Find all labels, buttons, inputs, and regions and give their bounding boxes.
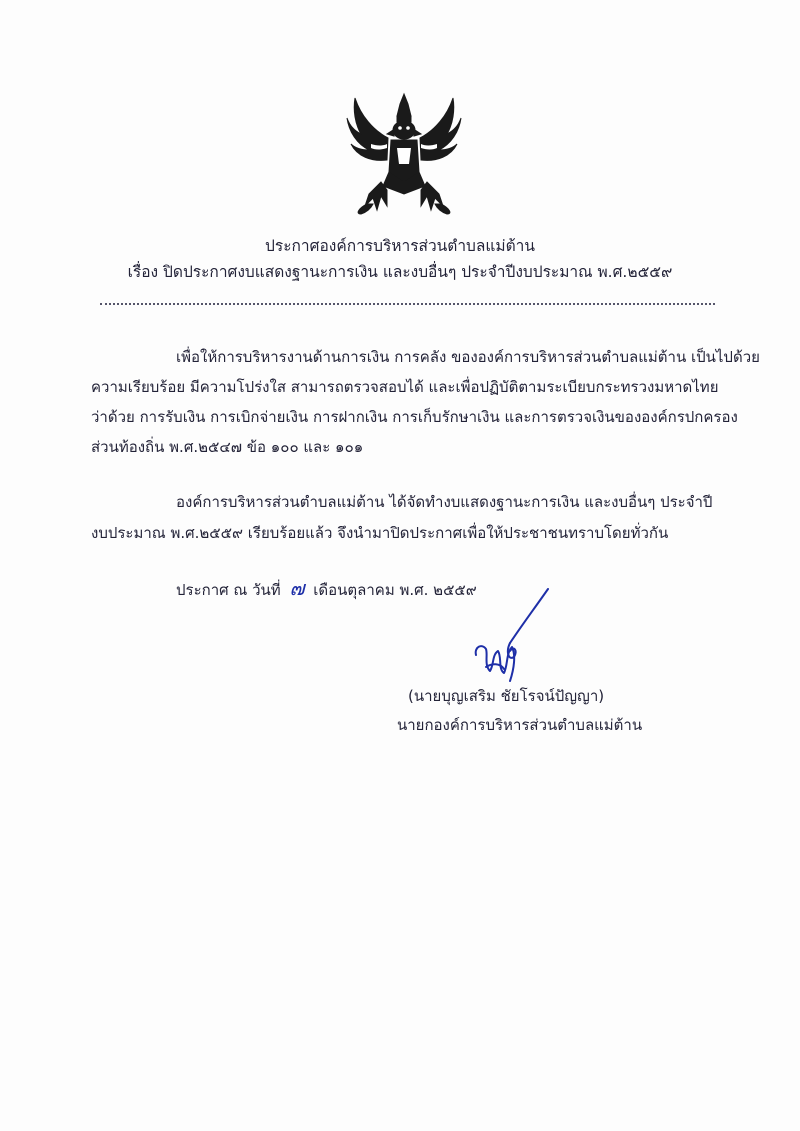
garuda-emblem-icon <box>343 86 465 216</box>
document-subject: เรื่อง ปิดประกาศงบแสดงฐานะการเงิน และงบอื่นๆ ประจำปีงบประมาณ พ.ศ.๒๕๕๙ <box>127 263 673 281</box>
paragraph-1-line: เพื่อให้การบริหารงานด้านการเงิน การคลัง ขององค์การบริหารส่วนตำบลแม่ต้าน เป็นไปด้วย <box>176 348 760 366</box>
paragraph-2-line: งบประมาณ พ.ศ.๒๕๕๙ เรียบร้อยแล้ว จึงนำมาปิดประกาศเพื่อให้ประชาชนทราบโดยทั่วกัน <box>91 524 669 542</box>
dotted-divider <box>100 303 715 305</box>
document-title: ประกาศองค์การบริหารส่วนตำบลแม่ต้าน <box>265 237 535 255</box>
signature-mark <box>470 585 560 695</box>
announce-day: ๗ <box>289 576 305 600</box>
signer-position: นายกองค์การบริหารส่วนตำบลแม่ต้าน <box>397 716 643 734</box>
signer-name: (นายบุญเสริม ชัยโรจน์ปัญญา) <box>408 687 605 705</box>
paragraph-2-line: องค์การบริหารส่วนตำบลแม่ต้าน ได้จัดทำงบแสดงฐานะการเงิน และงบอื่นๆ ประจำปี <box>176 493 713 511</box>
announce-date <box>176 578 477 600</box>
paragraph-1-line: ส่วนท้องถิ่น พ.ศ.๒๕๔๗ ข้อ ๑๐๐ และ ๑๐๑ <box>91 438 364 456</box>
announce-suffix: เดือนตุลาคม พ.ศ. ๒๕๕๙ <box>313 581 477 599</box>
announce-prefix: ประกาศ ณ วันที่ <box>176 581 281 599</box>
paragraph-1-line: ว่าด้วย การรับเงิน การเบิกจ่ายเงิน การฝากเงิน การเก็บรักษาเงิน และการตรวจเงินขององค์กรปกครอง <box>91 408 738 426</box>
paragraph-1-line: ความเรียบร้อย มีความโปร่งใส สามารถตรวจสอบได้ และเพื่อปฏิบัติตามระเบียบกระทรวงมหาดไทย <box>91 378 719 396</box>
